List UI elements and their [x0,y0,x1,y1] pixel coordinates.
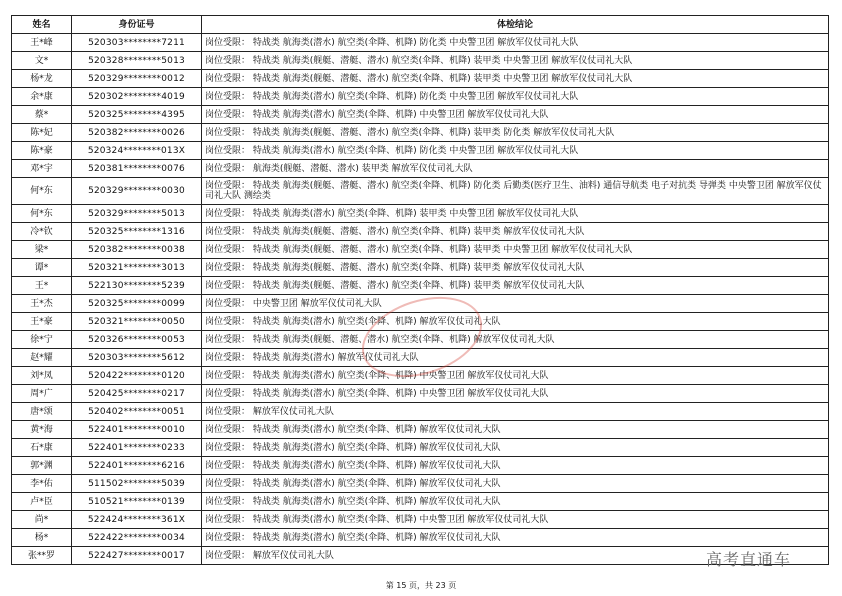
cell-conclusion: 岗位受限： 特战类 航海类(潜水) 航空类(伞降、机降) 中央警卫团 解放军仪仗司礼大队 [202,385,829,403]
cell-name: 何*东 [12,178,72,205]
cell-name: 冷*钦 [12,223,72,241]
cell-name: 李*佑 [12,475,72,493]
table-row [12,70,829,88]
table-row [12,295,829,313]
cell-conclusion: 岗位受限： 特战类 航海类(潜水) 航空类(伞降、机降) 解放军仪仗司礼大队 [202,457,829,475]
cell-name: 唐*颂 [12,403,72,421]
cell-conclusion: 岗位受限： 特战类 航海类(潜水) 航空类(伞降、机降) 中央警卫团 解放军仪仗司礼大队 [202,367,829,385]
cell-conclusion: 岗位受限： 特战类 航海类(舰艇、潜艇、潜水) 航空类(伞降、机降) 解放军仪仗司礼大队 [202,331,829,349]
cell-conclusion: 岗位受限： 特战类 航海类(舰艇、潜艇、潜水) 航空类(伞降、机降) 装甲类 防化类 解放军仪仗司礼大队 [202,124,829,142]
cell-id: 511502********5039 [72,475,202,493]
cell-conclusion: 岗位受限： 特战类 航海类(舰艇、潜艇、潜水) 航空类(伞降、机降) 装甲类 解放军仪仗司礼大队 [202,223,829,241]
cell-id: 522424********361X [72,511,202,529]
cell-name: 杨* [12,529,72,547]
cell-name: 梁* [12,241,72,259]
cell-id: 520303********5612 [72,349,202,367]
table-row [12,511,829,529]
cell-name: 尚* [12,511,72,529]
cell-id: 520302********4019 [72,88,202,106]
cell-name: 郭*渊 [12,457,72,475]
cell-conclusion: 岗位受限： 特战类 航海类(潜水) 航空类(伞降、机降) 中央警卫团 解放军仪仗司礼大队 [202,511,829,529]
cell-name: 卢*臣 [12,493,72,511]
cell-name: 陈*豪 [12,142,72,160]
cell-conclusion: 岗位受限： 特战类 航海类(潜水) 航空类(伞降、机降) 防化类 中央警卫团 解放军仪仗司礼大队 [202,142,829,160]
header-name: 姓名 [12,16,72,34]
cell-conclusion: 岗位受限： 航海类(舰艇、潜艇、潜水) 装甲类 解放军仪仗司礼大队 [202,160,829,178]
cell-id: 522422********0034 [72,529,202,547]
cell-conclusion: 岗位受限： 特战类 航海类(舰艇、潜艇、潜水) 航空类(伞降、机降) 装甲类 解放军仪仗司礼大队 [202,259,829,277]
cell-name: 周*广 [12,385,72,403]
cell-name: 王* [12,277,72,295]
cell-name: 刘*凤 [12,367,72,385]
cell-conclusion: 岗位受限： 特战类 航海类(潜水) 解放军仪仗司礼大队 [202,349,829,367]
table-row [12,313,829,331]
cell-id: 522401********6216 [72,457,202,475]
cell-conclusion: 岗位受限： 中央警卫团 解放军仪仗司礼大队 [202,295,829,313]
cell-name: 张**罗 [12,547,72,565]
cell-conclusion: 岗位受限： 解放军仪仗司礼大队 [202,403,829,421]
cell-id: 520422********0120 [72,367,202,385]
cell-id: 510521********0139 [72,493,202,511]
table-row [12,529,829,547]
table-row [12,160,829,178]
table-row [12,457,829,475]
cell-id: 520321********0050 [72,313,202,331]
watermark: 高考直通车 [706,550,792,569]
cell-name: 何*东 [12,205,72,223]
cell-conclusion: 岗位受限： 特战类 航海类(潜水) 航空类(伞降、机降) 解放军仪仗司礼大队 [202,421,829,439]
cell-id: 520425********0217 [72,385,202,403]
cell-conclusion: 岗位受限： 特战类 航海类(潜水) 航空类(伞降、机降) 解放军仪仗司礼大队 [202,475,829,493]
cell-conclusion: 岗位受限： 特战类 航海类(潜水) 航空类(伞降、机降) 防化类 中央警卫团 解放军仪仗司礼大队 [202,34,829,52]
cell-name: 余*康 [12,88,72,106]
cell-name: 王*杰 [12,295,72,313]
table-row [12,421,829,439]
table-row [12,475,829,493]
cell-id: 520402********0051 [72,403,202,421]
cell-conclusion: 岗位受限： 特战类 航海类(潜水) 航空类(伞降、机降) 装甲类 中央警卫团 解放军仪仗司礼大队 [202,205,829,223]
cell-name: 黄*海 [12,421,72,439]
cell-name: 石*康 [12,439,72,457]
table-row [12,277,829,295]
table-row [12,106,829,124]
cell-name: 谭* [12,259,72,277]
cell-conclusion: 岗位受限： 特战类 航海类(舰艇、潜艇、潜水) 航空类(伞降、机降) 装甲类 中央警卫团 解放军仪仗司礼大队 [202,70,829,88]
cell-conclusion: 岗位受限： 特战类 航海类(舰艇、潜艇、潜水) 航空类(伞降、机降) 装甲类 中央警卫团 解放军仪仗司礼大队 [202,241,829,259]
cell-id: 520324********013X [72,142,202,160]
table-row [12,385,829,403]
table-row [12,88,829,106]
cell-conclusion: 岗位受限： 特战类 航海类(潜水) 航空类(伞降、机降) 中央警卫团 解放军仪仗司礼大队 [202,106,829,124]
table-row [12,178,829,205]
cell-id: 520326********0053 [72,331,202,349]
table-row [12,439,829,457]
cell-id: 520329********5013 [72,205,202,223]
cell-id: 520381********0076 [72,160,202,178]
table-row [12,403,829,421]
cell-id: 522427********0017 [72,547,202,565]
cell-conclusion: 岗位受限： 特战类 航海类(潜水) 航空类(伞降、机降) 防化类 中央警卫团 解放军仪仗司礼大队 [202,88,829,106]
cell-id: 520328********5013 [72,52,202,70]
table-row [12,223,829,241]
cell-name: 王*峰 [12,34,72,52]
header-conclusion: 体检结论 [202,16,829,34]
cell-id: 520382********0038 [72,241,202,259]
cell-conclusion: 岗位受限： 特战类 航海类(潜水) 航空类(伞降、机降) 解放军仪仗司礼大队 [202,313,829,331]
table-row [12,331,829,349]
table-row [12,205,829,223]
table-row [12,142,829,160]
cell-conclusion: 岗位受限： 特战类 航海类(舰艇、潜艇、潜水) 航空类(伞降、机降) 防化类 后勤类(医疗卫生、油料) 通信导航类 电子对抗类 导弹类 中央警卫团 解放军仪仗司礼大队 测绘类 [202,178,829,205]
cell-conclusion: 岗位受限： 特战类 航海类(潜水) 航空类(伞降、机降) 解放军仪仗司礼大队 [202,493,829,511]
table-row [12,349,829,367]
page-footer: 第 15 页，共 23 页 [385,581,457,590]
cell-id: 520325********0099 [72,295,202,313]
cell-name: 邓*宇 [12,160,72,178]
cell-id: 520325********4395 [72,106,202,124]
cell-id: 520321********3013 [72,259,202,277]
table-row [12,124,829,142]
table-row [12,367,829,385]
table-row [12,241,829,259]
cell-name: 徐*宁 [12,331,72,349]
cell-name: 王*豪 [12,313,72,331]
table-row [12,34,829,52]
cell-conclusion: 岗位受限： 特战类 航海类(舰艇、潜艇、潜水) 航空类(伞降、机降) 装甲类 中央警卫团 解放军仪仗司礼大队 [202,52,829,70]
cell-conclusion: 岗位受限： 特战类 航海类(潜水) 航空类(伞降、机降) 解放军仪仗司礼大队 [202,439,829,457]
cell-conclusion: 岗位受限： 特战类 航海类(舰艇、潜艇、潜水) 航空类(伞降、机降) 装甲类 解放军仪仗司礼大队 [202,277,829,295]
cell-name: 陈*妃 [12,124,72,142]
header-id: 身份证号 [72,16,202,34]
cell-id: 520303********7211 [72,34,202,52]
cell-id: 520382********0026 [72,124,202,142]
cell-conclusion: 岗位受限： 解放军仪仗司礼大队 [202,547,829,565]
cell-name: 杨*龙 [12,70,72,88]
cell-id: 522130********5239 [72,277,202,295]
cell-id: 520325********1316 [72,223,202,241]
cell-id: 522401********0010 [72,421,202,439]
cell-conclusion: 岗位受限： 特战类 航海类(潜水) 航空类(伞降、机降) 解放军仪仗司礼大队 [202,529,829,547]
cell-id: 522401********0233 [72,439,202,457]
table-row [12,493,829,511]
table-row [12,259,829,277]
cell-name: 文* [12,52,72,70]
header-row [12,16,829,34]
table-row [12,52,829,70]
results-table [11,15,829,565]
cell-name: 赵*耀 [12,349,72,367]
cell-id: 520329********0012 [72,70,202,88]
cell-id: 520329********0030 [72,178,202,205]
cell-name: 蔡* [12,106,72,124]
